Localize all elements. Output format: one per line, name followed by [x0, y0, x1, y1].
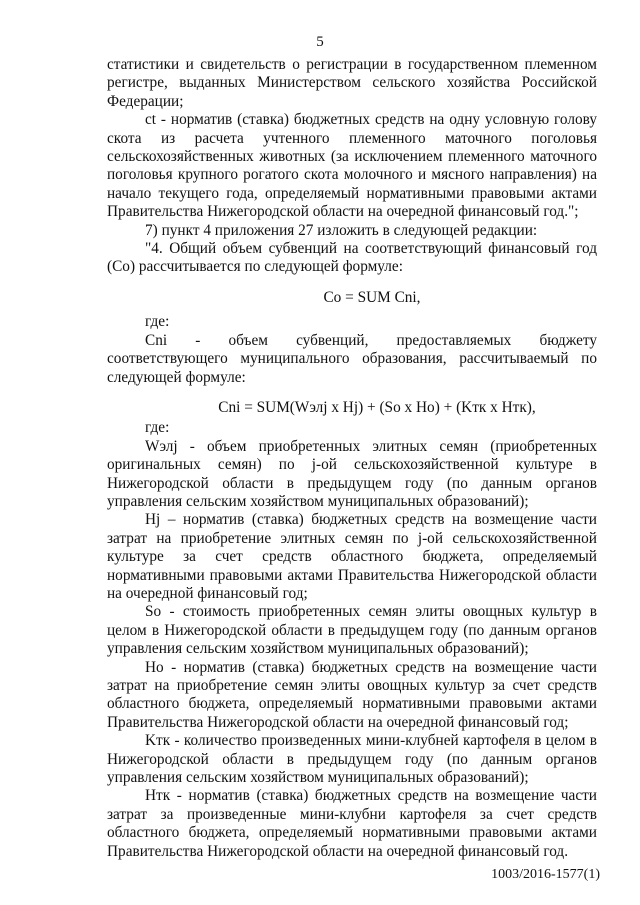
paragraph-hj-definition: Hj – норматив (ставка) бюджетных средств на возмещение части затрат на приобретение элитных семян по j-ой сельскохозяйственной культуре за счет средств областного бюджета, определяемый нормативными правовыми актами Правительства Нижегородской области на очередной финансовый год; — [107, 511, 597, 602]
document-body — [107, 56, 597, 861]
paragraph-item-4: "4. Общий объем субвенций на соответствующий финансовый год (Co) рассчитывается по следующей формуле: — [107, 240, 597, 276]
paragraph-continuation: статистики и свидетельств о регистрации в государственном племенном регистре, выданных Министерством сельского хозяйства Российской Федерации; — [107, 56, 597, 110]
where-label: где: — [145, 313, 170, 331]
paragraph-htk-definition: Hтк - норматив (ставка) бюджетных средств на возмещение части затрат за произведенные мини-клубни картофеля за счет средств областного бюджета, определяемый нормативными правовыми актами Правительства Нижегородской области на очередной финансовый год. — [107, 787, 597, 860]
paragraph-cni-definition: Cni - объем субвенций, предоставляемых бюджету соответствующего муниципального образования, рассчитываемый по следующей формуле: — [107, 331, 597, 386]
paragraph-so-definition: So - стоимость приобретенных семян элиты овощных культур в целом в Нижегородской области в предыдущем году (по данным органов управления сельским хозяйством муниципальных образований); — [107, 603, 597, 658]
formula-municipal-subvention: Cni = SUM(Wэлj x Hj) + (So x Ho) + (Kтк x Hтк), — [218, 398, 536, 416]
document-code: 1003/2016-1577(1) — [491, 867, 600, 882]
page-number: 5 — [316, 34, 324, 50]
paragraph-ktk-definition: Kтк - количество произведенных мини-клубней картофеля в целом в Нижегородской области в предыдущем году (по данным органов управления сельским хозяйством муниципальных образований); — [107, 732, 597, 787]
formula-total-subvention: Co = SUM Cni, — [323, 288, 421, 306]
paragraph-item-7: 7) пункт 4 приложения 27 изложить в следующей редакции: — [145, 221, 538, 239]
paragraph-wel-definition: Wэлj - объем приобретенных элитных семян (приобретенных оригинальных семян) по j-ой сельскохозяйственной культуре в Нижегородской области в предыдущем году (по данным органов управления сельским хозяйством муниципальных образований); — [107, 437, 597, 510]
where-label: где: — [145, 419, 170, 437]
paragraph-ct-definition: ct - норматив (ставка) бюджетных средств на одну условную голову скота из расчета учтенного племенного маточного поголовья сельскохозяйственных животных (за исключением племенного маточного поголовья крупного рогатого скота молочного и мясного направления) на начало текущего года, определяемый нормативными правовыми актами Правительства Нижегородской области на очередной финансовый год."; — [107, 111, 597, 221]
paragraph-ho-definition: Ho - норматив (ставка) бюджетных средств на возмещение части затрат на приобретение семян элиты овощных культур за счет средств областного бюджета, определяемый нормативными правовыми актами Правительства Нижегородской области на очередной финансовый год; — [107, 658, 597, 731]
